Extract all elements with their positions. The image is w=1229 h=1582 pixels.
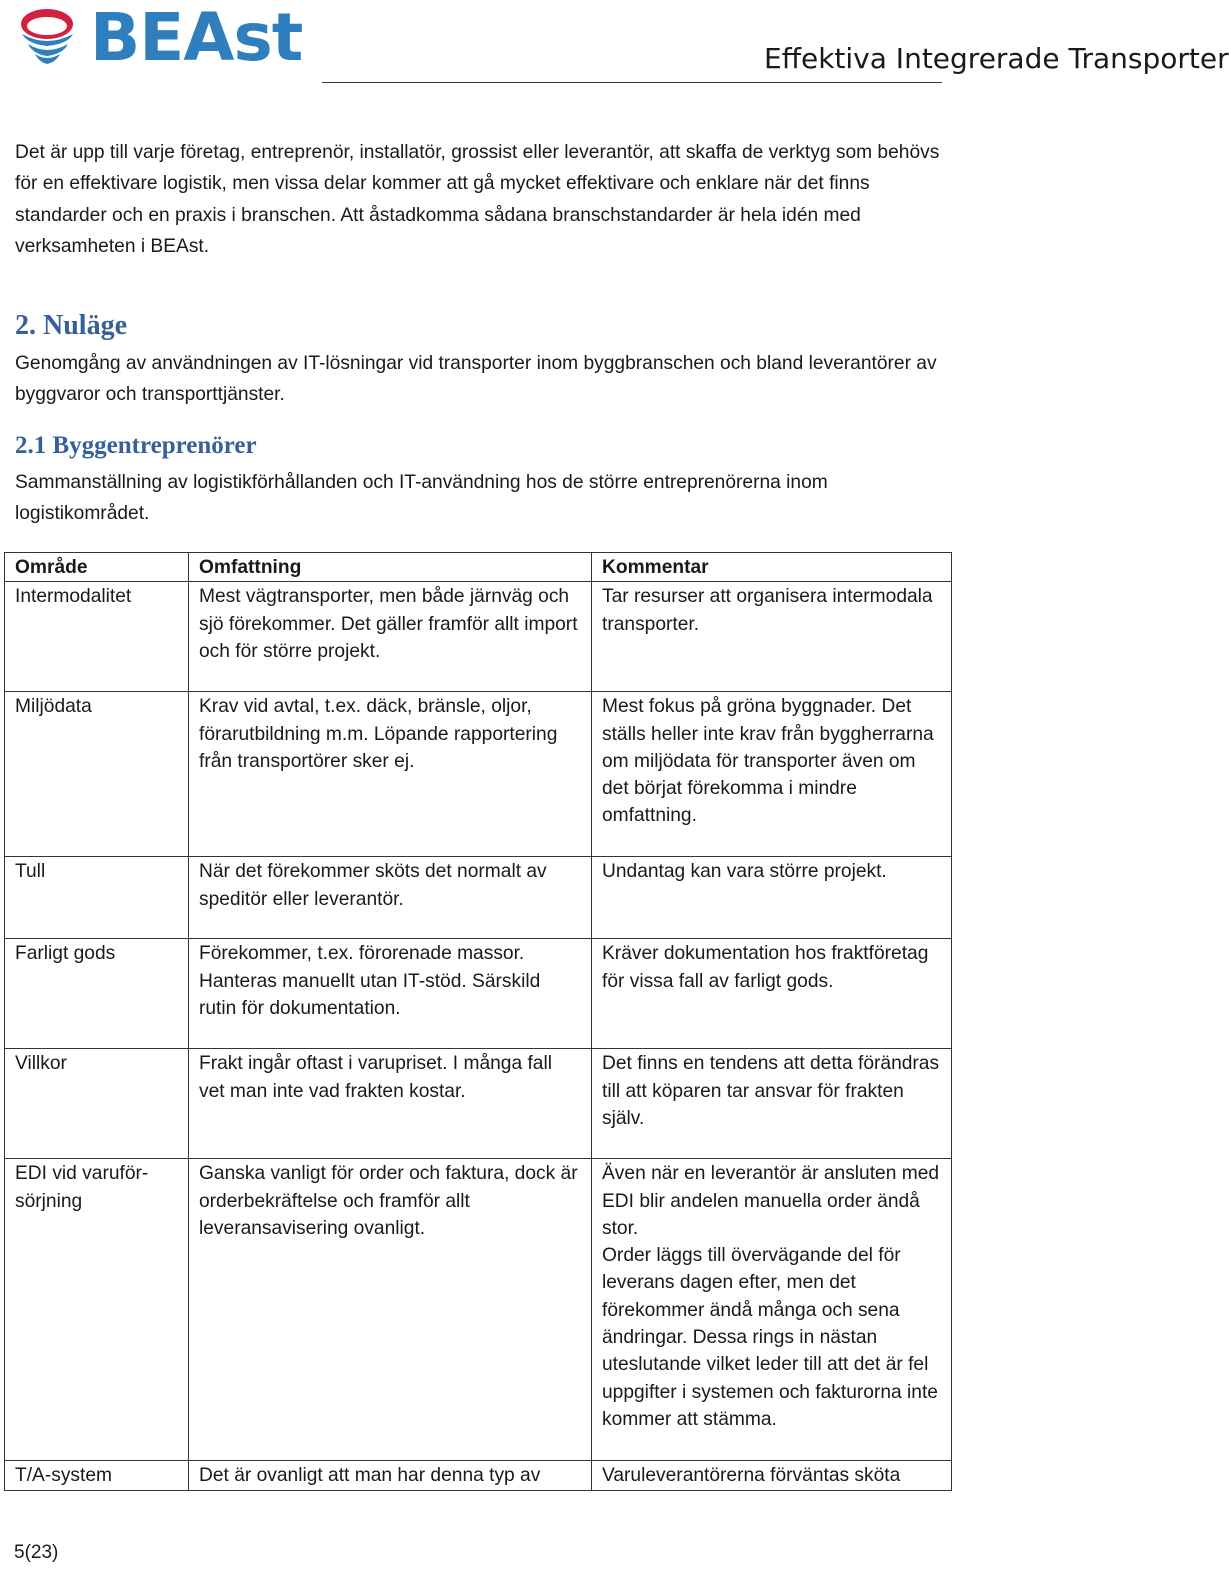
column-header-omfattning: Omfattning <box>189 553 592 582</box>
document-title: Effektiva Integrerade Transporter <box>764 42 1229 75</box>
table-row <box>5 1461 952 1490</box>
section-heading-byggentreprenorer: 2.1 Byggentreprenörer <box>15 432 257 459</box>
cell-area: EDI vid varuför- sörjning <box>5 1159 189 1461</box>
cell-area: Farligt gods <box>5 939 189 1049</box>
cell-scope: Frakt ingår oftast i varupriset. I många fall vet man inte vad frakten kostar. <box>189 1049 592 1159</box>
cell-scope: Mest vägtransporter, men både järnväg och sjö förekommer. Det gäller framför allt import och för större projekt. <box>189 582 592 692</box>
cell-comment: Det finns en tendens att detta förändras till att köparen tar ansvar för frakten själv. <box>592 1049 952 1159</box>
cell-area: Miljödata <box>5 692 189 857</box>
cell-comment: Tar resurser att organisera intermodala transporter. <box>592 582 952 692</box>
intro-paragraph: Det är upp till varje företag, entreprenör, installatör, grossist eller leverantör, att skaffa de verktyg som behövs för en effektivare logistik, men vissa delar kommer att gå mycket effektivare och enklare när det finns standarder och en praxis i branschen. Att åstadkomma sådana branschstandarder är hela idén med verksamheten i BEAst. <box>15 142 940 257</box>
cell-comment: Kräver dokumentation hos fraktföretag för vissa fall av farligt gods. <box>592 939 952 1049</box>
logo-text: BEAst <box>90 0 303 76</box>
section-heading-nulage: 2. Nuläge <box>15 310 127 341</box>
cell-comment: Även när en leverantör är ansluten med EDI blir andelen manuella order ändå stor. Order läggs till övervägande del för leverans dagen efter, men det förekommer ändå många och sena ändringar. Dessa rings in nästan uteslutande vilket leder till att det är fel uppgifter i systemen och fakturorna inte kommer att stämma. <box>592 1159 952 1461</box>
page-header <box>0 0 1229 90</box>
cell-scope: Det är ovanligt att man har denna typ av <box>189 1461 592 1490</box>
table-row <box>5 857 952 939</box>
cell-scope: Krav vid avtal, t.ex. däck, bränsle, oljor, förarutbildning m.m. Löpande rapportering från transportörer sker ej. <box>189 692 592 857</box>
cell-scope: Förekommer, t.ex. förorenade massor. Hanteras manuellt utan IT-stöd. Särskild rutin för dokumentation. <box>189 939 592 1049</box>
logo-emblem-icon <box>18 4 80 74</box>
cell-comment: Mest fokus på gröna byggnader. Det ställs heller inte krav från byggherrarna om miljödata för transporter även om det börjat förekomma i mindre omfattning. <box>592 692 952 857</box>
table-row <box>5 939 952 1049</box>
table-row <box>5 1049 952 1159</box>
beast-logo <box>18 0 303 76</box>
cell-area: Intermodalitet <box>5 582 189 692</box>
section-text-nulage: Genomgång av användningen av IT-lösningar vid transporter inom byggbranschen och bland leverantörer av byggvaror och transporttjänster. <box>15 353 937 406</box>
cell-area: Tull <box>5 857 189 939</box>
cell-scope: När det förekommer sköts det normalt av speditör eller leverantör. <box>189 857 592 939</box>
table-row <box>5 1159 952 1461</box>
table-row <box>5 692 952 857</box>
cell-comment: Undantag kan vara större projekt. <box>592 857 952 939</box>
logistics-table <box>4 552 951 1491</box>
cell-area: T/A-system <box>5 1461 189 1490</box>
cell-comment: Varuleverantörerna förväntas sköta <box>592 1461 952 1490</box>
cell-area: Villkor <box>5 1049 189 1159</box>
header-divider <box>322 82 942 83</box>
table-header-row <box>5 553 952 582</box>
column-header-kommentar: Kommentar <box>592 553 952 582</box>
section-text-byggentreprenorer: Sammanställning av logistikförhållanden och IT-användning hos de större entreprenörerna inom logistikområdet. <box>15 472 828 525</box>
table-row <box>5 582 952 692</box>
column-header-omrade: Område <box>5 553 189 582</box>
cell-scope: Ganska vanligt för order och faktura, dock är orderbekräftelse och framför allt leveransavisering ovanligt. <box>189 1159 592 1461</box>
page-number: 5(23) <box>14 1542 59 1563</box>
